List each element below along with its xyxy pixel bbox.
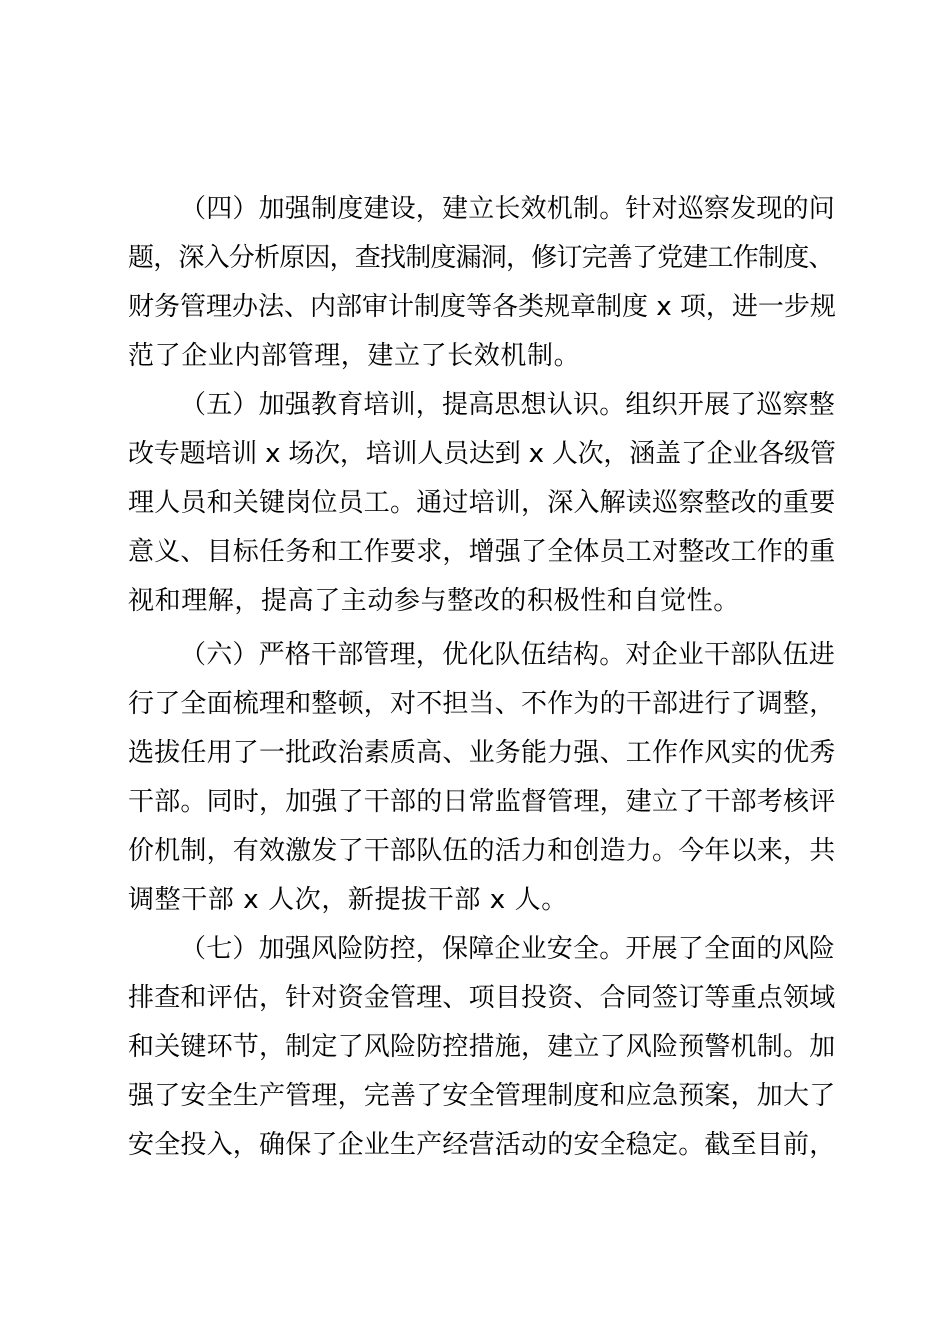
text-line: 安全投入，确保了企业生产经营活动的安全稳定。截至目前， (128, 1130, 836, 1160)
text-line: 排查和评估，针对资金管理、项目投资、合同签订等重点领域 (128, 983, 836, 1013)
text-line: 和关键环节，制定了风险防控措施，建立了风险预警机制。加 (128, 1032, 836, 1062)
text-line: （四）加强制度建设，建立长效机制。针对巡察发现的问 (180, 194, 836, 224)
text-line: 干部。同时，加强了干部的日常监督管理，建立了干部考核评 (128, 787, 836, 817)
text-line: （五）加强教育培训，提高思想认识。组织开展了巡察整 (180, 390, 836, 420)
text-line: （七）加强风险防控，保障企业安全。开展了全面的风险 (180, 934, 836, 964)
text-line: 理人员和关键岗位员工。通过培训，深入解读巡察整改的重要 (128, 488, 836, 518)
text-line: （六）严格干部管理，优化队伍结构。对企业干部队伍进 (180, 640, 836, 670)
text-line: 行了全面梳理和整顿，对不担当、不作为的干部进行了调整， (128, 689, 836, 719)
text-line: 视和理解，提高了主动参与整改的积极性和自觉性。 (128, 586, 740, 616)
text-line: 财务管理办法、内部审计制度等各类规章制度 x 项，进一步规 (128, 292, 836, 322)
text-line: 价机制，有效激发了干部队伍的活力和创造力。今年以来，共 (128, 836, 836, 866)
text-line: 调整干部 x 人次，新提拔干部 x 人。 (128, 885, 568, 915)
text-line: 意义、目标任务和工作要求，增强了全体员工对整改工作的重 (128, 537, 836, 567)
text-line: 题，深入分析原因，查找制度漏洞，修订完善了党建工作制度、 (128, 243, 834, 273)
text-line: 强了安全生产管理，完善了安全管理制度和应急预案，加大了 (128, 1081, 836, 1111)
text-line: 改专题培训 x 场次，培训人员达到 x 人次，涵盖了企业各级管 (128, 439, 836, 469)
text-line: 范了企业内部管理，建立了长效机制。 (128, 341, 581, 371)
text-line: 选拔任用了一批政治素质高、业务能力强、工作作风实的优秀 (128, 738, 836, 768)
